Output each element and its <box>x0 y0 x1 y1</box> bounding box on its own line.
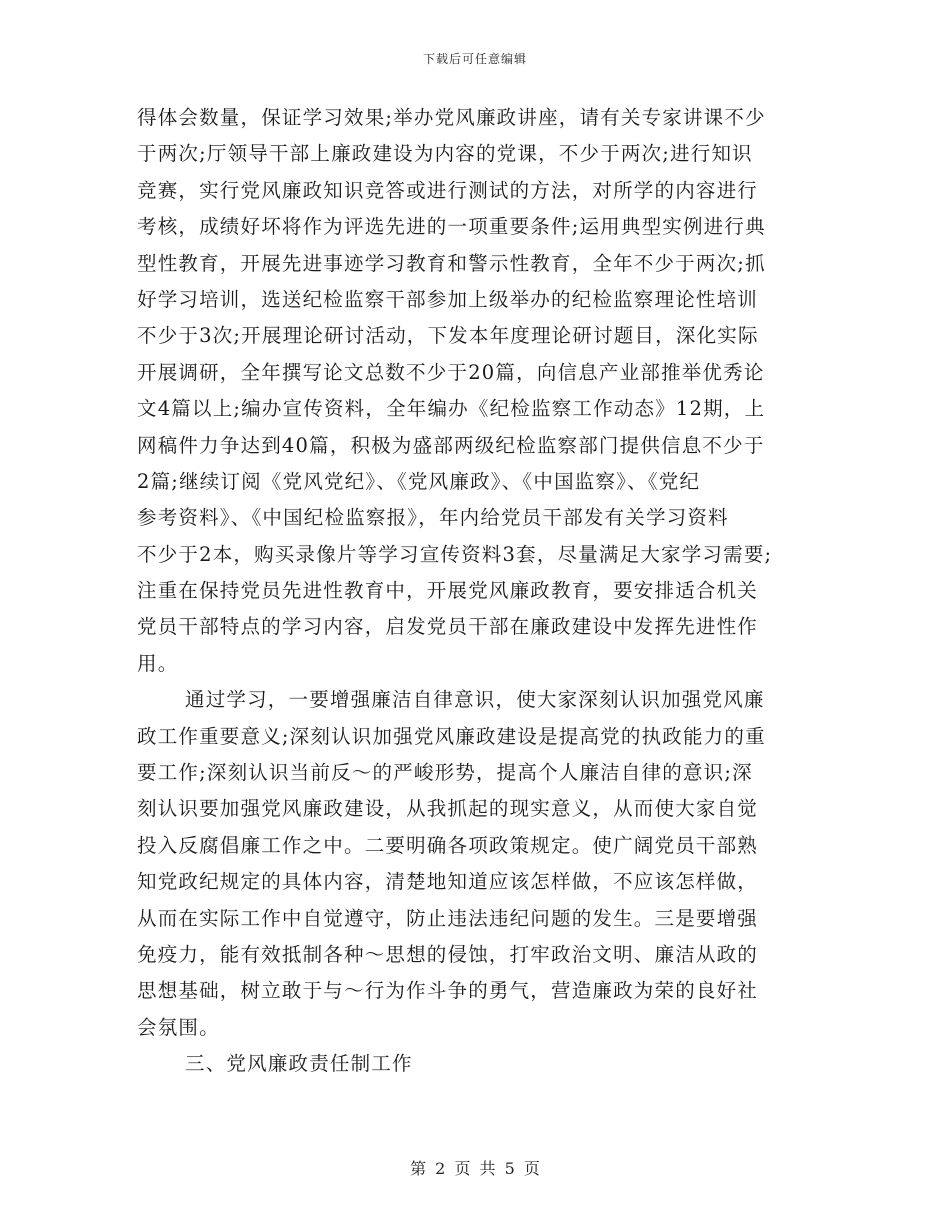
document-body <box>137 100 809 1083</box>
text-line: 投入反腐倡廉工作之中。二要明确各项政策规定。使广阔党员干部熟 <box>137 833 759 857</box>
text-line: 开展调研，全年撰写论文总数不少于20篇，向信息产业部推举优秀论 <box>137 360 765 384</box>
text-line: 政工作重要意义;深刻认识加强党风廉政建设是提高党的执政能力的重 <box>137 724 766 748</box>
page-number: 第 2 页 共 5 页 <box>410 1159 540 1178</box>
text-line: 于两次;厅领导干部上廉政建设为内容的党课，不少于两次;进行知识 <box>137 142 753 166</box>
text-line: 用。 <box>137 651 179 675</box>
text-line: 参考资料》、《中国纪检监察报》，年内给党员干部发有关学习资料 <box>137 506 729 530</box>
text-line: 注重在保持党员先进性教育中，开展党风廉政教育，要安排适合机关 <box>137 579 759 603</box>
text-line: 不少于2本，购买录像片等学习宣传资料3套，尽量满足大家学习需要; <box>137 542 773 566</box>
text-line: 文4篇以上;编办宣传资料，全年编办《纪检监察工作动态》12期，上 <box>137 397 766 421</box>
text-line: 免疫力，能有效抵制各种～思想的侵蚀，打牢政治文明、廉洁从政的 <box>137 942 759 966</box>
text-line: 知党政纪规定的具体内容，清楚地知道应该怎样做，不应该怎样做， <box>137 870 759 894</box>
text-line: 得体会数量，保证学习效果;举办党风廉政讲座，请有关专家讲课不少 <box>137 106 766 129</box>
text-line: 竞赛，实行党风廉政知识竞答或进行测试的方法，对所学的内容进行 <box>137 178 759 202</box>
text-line: 型性教育，开展先进事迹学习教育和警示性教育，全年不少于两次;抓 <box>137 251 766 275</box>
text-line: 会氛围。 <box>137 1015 220 1039</box>
text-line: 从而在实际工作中自觉遵守，防止违法违纪问题的发生。三是要增强 <box>137 906 759 930</box>
text-line: 网稿件力争达到40篇，积极为盛部两级纪检监察部门提供信息不少于 <box>137 433 765 457</box>
paragraph-start-line: 通过学习，一要增强廉洁自律意识，使大家深刻认识加强党风廉 <box>185 688 765 712</box>
header-note: 下载后可任意编辑 <box>422 52 527 66</box>
section-heading: 三、党风廉政责任制工作 <box>185 1052 413 1076</box>
text-line: 党员干部特点的学习内容，启发党员干部在廉政建设中发挥先进性作 <box>137 615 759 639</box>
text-line: 要工作;深刻认识当前反～的严峻形势，提高个人廉洁自律的意识;深 <box>137 761 753 785</box>
text-line: 不少于3次;开展理论研讨活动，下发本年度理论研讨题目，深化实际 <box>137 324 759 348</box>
text-line: 好学习培训，选送纪检监察干部参加上级举办的纪检监察理论性培训 <box>137 287 759 311</box>
text-line: 2篇;继续订阅《党风党纪》、《党风廉政》、《中国监察》、《党纪 <box>137 469 701 493</box>
text-line: 思想基础，树立敢于与～行为作斗争的勇气，营造廉政为荣的良好社 <box>137 979 759 1003</box>
text-line: 考核，成绩好坏将作为评选先进的一项重要条件;运用典型实例进行典 <box>137 215 766 239</box>
text-line: 刻认识要加强党风廉政建设，从我抓起的现实意义，从而使大家自觉 <box>137 797 759 821</box>
